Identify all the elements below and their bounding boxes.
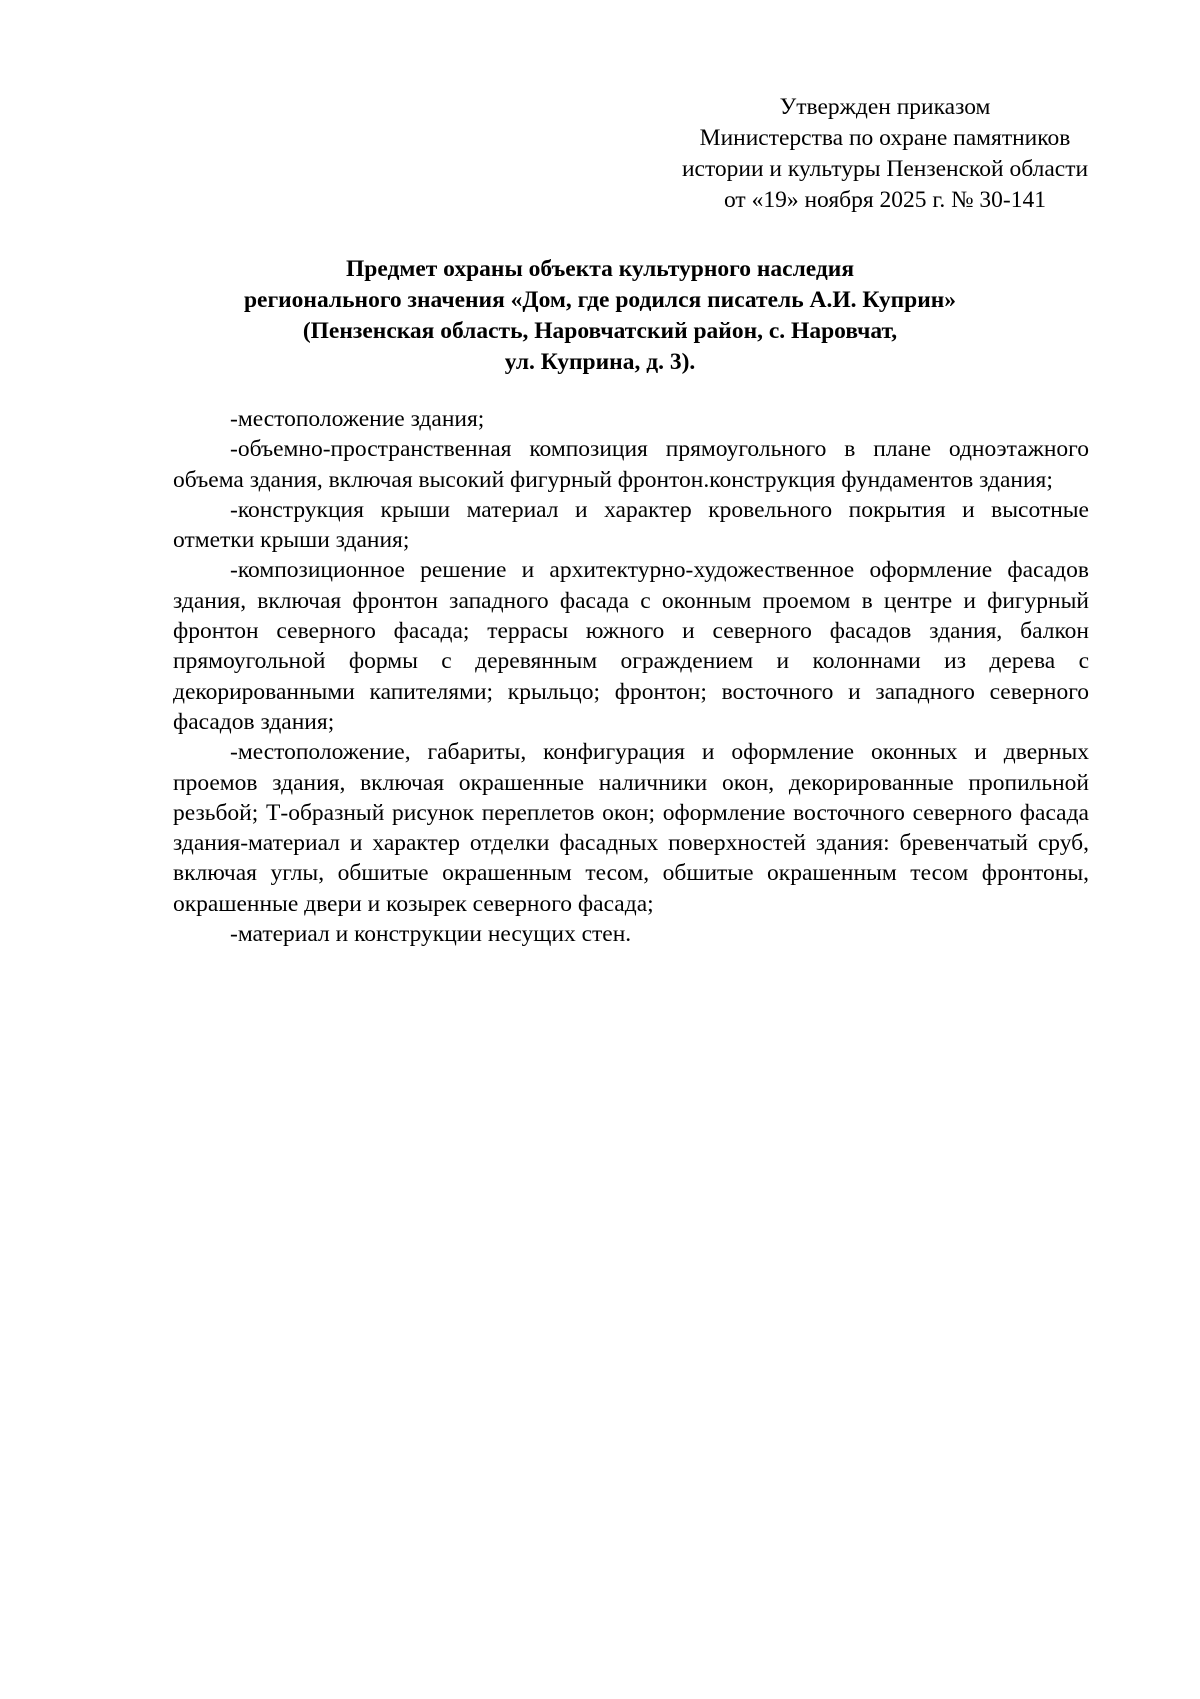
protection-item: -местоположение здания; — [230, 406, 485, 432]
title-line-4: ул. Куприна, д. 3). — [504, 349, 696, 375]
title-line-3: (Пензенская область, Наровчатский район, с. Наровчат, — [302, 318, 898, 344]
approval-line-1: Утвержден приказом — [779, 94, 991, 120]
approval-line-2: Министерства по охране памятников — [699, 125, 1071, 151]
protection-item: -объемно-пространственная композиция прямоугольного в плане одноэтажного объема здания, включая высокий фигурный фронтон.конструкция фундаментов здания; — [173, 436, 1089, 493]
protection-item: -материал и конструкции несущих стен. — [230, 921, 632, 948]
protection-item: -композиционное решение и архитектурно-художественное оформление фасадов здания, включая фронтон западного фасада с оконным проемом в центре и фигурный фронтон северного фасада; террасы южного и северного фасадов здания, балкон прямоугольной формы с деревянным ограждением и колоннами из дерева с декорированными капителями; крыльцо; фронтон; восточного и западного северного фасадов здания; — [173, 557, 1089, 735]
protection-items-list — [173, 404, 1089, 949]
title-line-1: Предмет охраны объекта культурного наследия — [345, 256, 855, 282]
approval-stamp — [640, 92, 1130, 216]
approval-line-3: истории и культуры Пензенской области — [681, 156, 1089, 182]
title-line-2: регионального значения «Дом, где родился писатель А.И. Куприн» — [243, 287, 957, 313]
protection-item: -местоположение, габариты, конфигурация и оформление оконных и дверных проемов здания, включая окрашенные наличники окон, декорированные пропильной резьбой; Т-образный рисунок переплетов окон; оформление восточного северного фасада здания-материал и характер отделки фасадных поверхностей здания: бревенчатый сруб, включая углы, обшитые окрашенным тесом, обшитые окрашенным тесом фронтоны, окрашенные двери и козырек северного фасада; — [173, 739, 1089, 917]
document-title — [160, 254, 1040, 378]
protection-item: -конструкция крыши материал и характер кровельного покрытия и высотные отметки крыши здания; — [173, 496, 1089, 554]
approval-line-4: от «19» ноября 2025 г. № 30-141 — [723, 187, 1047, 213]
